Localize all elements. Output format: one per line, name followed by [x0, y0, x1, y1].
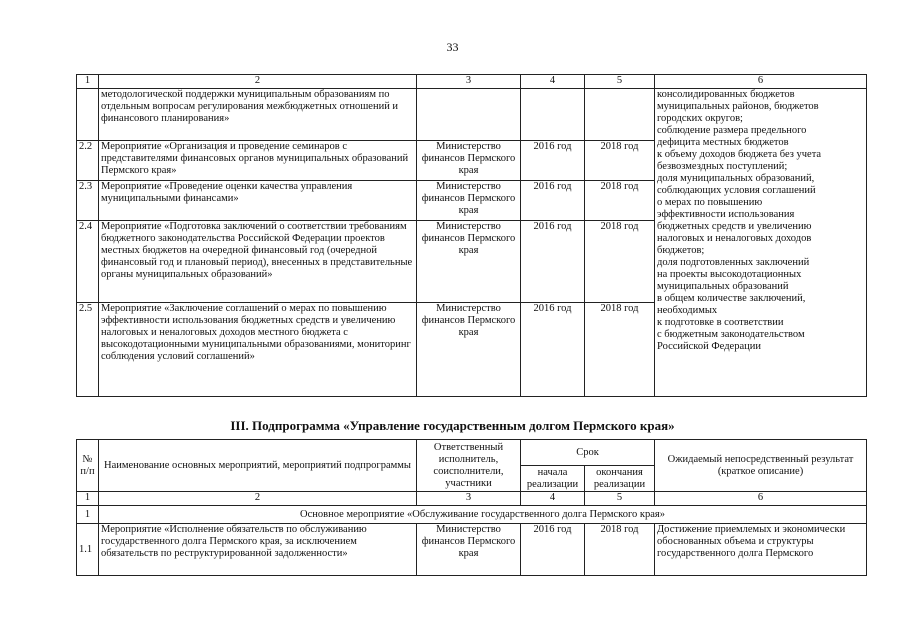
start-year: 2016 год — [521, 221, 585, 303]
header-num: № п/п — [77, 440, 99, 492]
expected-result-line: к подготовке в соответствии — [657, 317, 784, 328]
header-start: начала реализации — [521, 466, 585, 492]
table-header-row — [77, 440, 867, 466]
subprogram-title: III. Подпрограмма «Управление государственным долгом Пермского края» — [230, 418, 675, 433]
row-number: 1 — [77, 506, 99, 524]
row-number: 2.4 — [77, 221, 99, 303]
expected-result-line: городских округов; — [657, 113, 743, 124]
end-year: 2018 год — [585, 303, 655, 397]
start-year: 2016 год — [521, 181, 585, 221]
end-year: 2018 год — [585, 141, 655, 181]
row-number: 2.3 — [77, 181, 99, 221]
header-num-cell: 1 — [77, 75, 99, 89]
expected-result-line: в общем количестве заключений, — [657, 293, 806, 304]
expected-result: Достижение приемлемых и экономически обоснованных объема и структуры государственного долга Пермского — [655, 524, 867, 576]
executor: Министерство финансов Пермского края — [417, 303, 521, 397]
table-row — [77, 506, 867, 524]
start-year: 2016 год — [521, 524, 585, 576]
measure-name: Мероприятие «Подготовка заключений о соответствии требованиям бюджетного законодательства Российской Федерации проектов местных бюджетов на очередной финансовый год (очередной финансовый год и плановый период), внесенных в представительные органы муниципальных образований» — [99, 221, 417, 303]
header-num-cell: 6 — [655, 75, 867, 89]
measure-name: методологической поддержки муниципальным образованиям по отдельным вопросам регулирования межбюджетных отношений и финансового планирования» — [99, 89, 417, 141]
header-end: окончания реализации — [585, 466, 655, 492]
table-row — [77, 89, 867, 141]
expected-result-line: Российской Федерации — [657, 341, 761, 352]
expected-result-line: к объему доходов бюджета без учета — [657, 149, 822, 160]
table-header-numbers — [77, 492, 867, 506]
debt-measures-table — [76, 439, 867, 576]
expected-result-line: доля муниципальных образований, — [657, 173, 815, 184]
end-year: 2018 год — [585, 221, 655, 303]
measure-name: Мероприятие «Заключение соглашений о мерах по повышению эффективности использования бюджетных средств и увеличению налоговых и неналоговых доходов местного бюджета с высокодотационными муниципальными образованиями, мониторинг соблюдения условий соглашений» — [99, 303, 417, 397]
header-executor: Ответственный исполнитель, соисполнители, участники — [417, 440, 521, 492]
expected-result-line: муниципальных районов, бюджетов — [657, 101, 819, 112]
header-num-cell: 5 — [585, 492, 655, 506]
main-measure: Основное мероприятие «Обслуживание государственного долга Пермского края» — [99, 506, 867, 524]
expected-result-line: муниципальных образований — [657, 281, 789, 292]
page-number: 33 — [446, 40, 459, 54]
measure-name: Мероприятие «Исполнение обязательств по обслуживанию государственного долга Пермского края, за исключением обязательств по реструктурированной задолженности» — [99, 524, 417, 576]
header-num-cell: 4 — [521, 492, 585, 506]
expected-result-text — [657, 89, 865, 353]
table-row — [77, 524, 867, 576]
header-num-cell: 3 — [417, 492, 521, 506]
header-num-cell: 1 — [77, 492, 99, 506]
measures-table-continued — [76, 74, 867, 397]
expected-result-line: безвозмездных поступлений; — [657, 161, 788, 172]
expected-result-line: доля подготовленных заключений — [657, 257, 810, 268]
measure-name: Мероприятие «Организация и проведение семинаров с представителями финансовых органов муниципальных образований Пермского края» — [99, 141, 417, 181]
expected-result-line: бюджетных средств и увеличению — [657, 221, 812, 232]
expected-result-line: необходимых — [657, 305, 718, 316]
end-year: 2018 год — [585, 181, 655, 221]
executor: Министерство финансов Пермского края — [417, 181, 521, 221]
header-num-cell: 2 — [99, 492, 417, 506]
header-num-cell: 3 — [417, 75, 521, 89]
row-number: 2.5 — [77, 303, 99, 397]
expected-result-line: о мерах по повышению — [657, 197, 763, 208]
header-name: Наименование основных мероприятий, мероприятий подпрограммы — [99, 440, 417, 492]
executor: Министерство финансов Пермского края — [417, 524, 521, 576]
executor: Министерство финансов Пермского края — [417, 221, 521, 303]
header-result: Ожидаемый непосредственный результат (краткое описание) — [655, 440, 867, 492]
expected-result-line: консолидированных бюджетов — [657, 89, 795, 100]
end-year: 2018 год — [585, 524, 655, 576]
expected-result-line: дефицита местных бюджетов — [657, 137, 789, 148]
executor: Министерство финансов Пермского края — [417, 141, 521, 181]
header-num-cell: 6 — [655, 492, 867, 506]
start-year: 2016 год — [521, 141, 585, 181]
expected-result-line: с бюджетным законодательством — [657, 329, 805, 340]
expected-result-line: эффективности использования — [657, 209, 795, 220]
expected-result-line: соблюдение размера предельного — [657, 125, 807, 136]
expected-result-line: бюджетов; — [657, 245, 705, 256]
expected-result-line: на проекты высокодотационных — [657, 269, 802, 280]
header-term: Срок — [521, 440, 655, 466]
header-num-cell: 2 — [99, 75, 417, 89]
header-num-cell: 5 — [585, 75, 655, 89]
expected-result-cell — [655, 89, 867, 397]
row-number: 1.1 — [77, 524, 99, 576]
expected-result-line: соблюдающих условия соглашений — [657, 185, 816, 196]
expected-result-line: налоговых и неналоговых доходов — [657, 233, 812, 244]
header-num-cell: 4 — [521, 75, 585, 89]
table-header-numbers — [77, 75, 867, 89]
start-year: 2016 год — [521, 303, 585, 397]
measure-name: Мероприятие «Проведение оценки качества управления муниципальными финансами» — [99, 181, 417, 221]
row-number: 2.2 — [77, 141, 99, 181]
